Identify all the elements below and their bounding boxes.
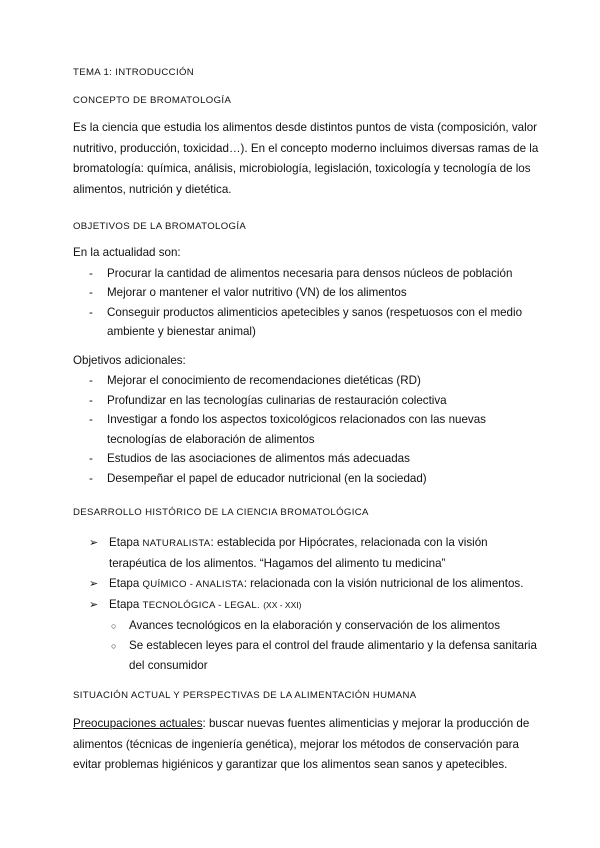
dash-marker: - [89, 413, 93, 426]
objetivos-adicionales-intro: Objetivos adicionales: [73, 353, 186, 367]
section-heading-situacion: SITUACIÓN ACTUAL Y PERSPECTIVAS DE LA ALIMENTACIÓN HUMANA [73, 690, 417, 701]
list-item: ➢ Etapa TECNOLÓGICA - LEGAL. (XX - XXI) [89, 595, 540, 616]
dash-marker: - [89, 286, 93, 299]
arrow-marker-icon: ➢ [89, 537, 99, 549]
objetivos-adicionales-list [73, 371, 540, 488]
stage-name: NATURALISTA [142, 538, 211, 549]
dash-marker: - [89, 374, 93, 387]
list-item: - Investigar a fondo los aspectos toxicológicos relacionados con las nuevas tecnologías de elaboración de alimentos [89, 410, 540, 449]
list-item: - Estudios de las asociaciones de alimentos más adecuadas [89, 449, 540, 469]
stage-name: QUÍMICO - ANALISTA [142, 579, 244, 590]
list-item: ○ Avances tecnológicos en la elaboración y conservación de los alimentos [111, 616, 540, 636]
concepto-paragraph: Es la ciencia que estudia los alimentos desde distintos puntos de vista (composición, valor nutritivo, producción, toxicidad…). En el concepto moderno incluimos diversas ramas de la bromatología: química, análisis, microbiología, legislación, toxicología y tecnología de los alimentos, nutrición y dietética. [73, 121, 539, 196]
list-item: - Conseguir productos alimenticios apetecibles y sanos (respetuosos con el medio ambiente y bienestar animal) [89, 303, 540, 342]
stage-period: (XX - XXI) [263, 600, 302, 610]
dash-marker: - [89, 452, 93, 465]
dash-marker: - [89, 471, 93, 485]
etapas-list [73, 533, 540, 616]
dash-marker: - [89, 393, 93, 407]
list-item: - Profundizar en las tecnologías culinarias de restauración colectiva [89, 391, 540, 411]
dash-marker: - [89, 305, 93, 319]
list-item: - Mejorar el conocimiento de recomendaciones dietéticas (RD) [89, 371, 540, 391]
document-title: TEMA 1: INTRODUCCIÓN [73, 67, 195, 78]
section-heading-objetivos: OBJETIVOS DE LA BROMATOLOGÍA [73, 221, 247, 232]
preocupaciones-label: Preocupaciones actuales [73, 717, 203, 730]
objetivos-intro: En la actualidad son: [73, 246, 181, 259]
section-heading-concepto: CONCEPTO DE BROMATOLOGÍA [73, 95, 232, 106]
list-item: ➢ Etapa QUÍMICO - ANALISTA: relacionada con la visión nutricional de los alimentos. [89, 574, 540, 595]
situacion-paragraph: Preocupaciones actuales: buscar nuevas fuentes alimenticias y mejorar la producción de alimentos (técnicas de ingeniería genética), mejorar los métodos de conservación para evitar problemas higiénicos y garantizar que los alimentos sean sanos y apetecibles. [73, 717, 530, 771]
circle-marker-icon: ○ [111, 641, 117, 651]
list-item: - Mejorar o mantener el valor nutritivo (VN) de los alimentos [89, 283, 540, 303]
dash-marker: - [89, 266, 93, 280]
list-item: - Desempeñar el papel de educador nutricional (en la sociedad) [89, 469, 540, 489]
circle-marker-icon: ○ [111, 621, 117, 631]
list-item: ○ Se establecen leyes para el control del fraude alimentario y la defensa sanitaria del consumidor [111, 636, 540, 676]
objetivos-list [73, 264, 540, 342]
list-item: ➢ Etapa NATURALISTA: establecida por Hipócrates, relacionada con la visión terapéutica de los alimentos. “Hagamos del alimento tu medicina” [89, 533, 540, 574]
arrow-marker-icon: ➢ [89, 578, 99, 590]
stage-name: TECNOLÓGICA - LEGAL. [142, 600, 260, 611]
arrow-marker-icon: ➢ [89, 599, 99, 611]
list-item: - Procurar la cantidad de alimentos necesaria para densos núcleos de población [89, 264, 540, 284]
section-heading-desarrollo: DESARROLLO HISTÓRICO DE LA CIENCIA BROMATOLÓGICA [73, 507, 369, 518]
etapa-tecnologica-sublist [73, 616, 540, 676]
